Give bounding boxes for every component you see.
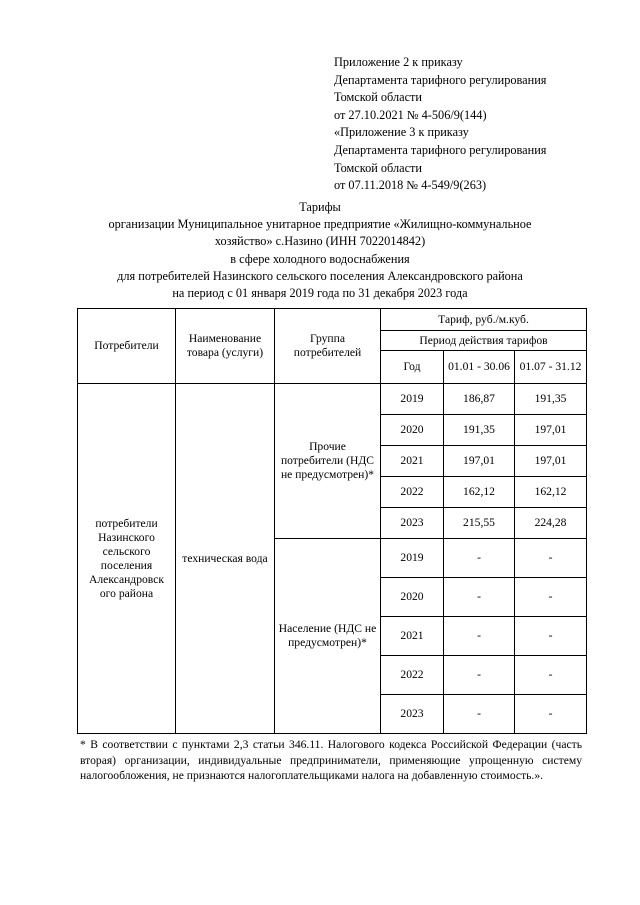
year-cell: 2023: [381, 508, 444, 539]
appendix-header: [334, 54, 624, 195]
tariff-value-cell: -: [515, 617, 587, 656]
tariff-value-cell: 186,87: [444, 384, 515, 415]
tariff-value-cell: -: [515, 656, 587, 695]
table-row: [78, 384, 587, 415]
header-half2: 01.07 - 31.12: [515, 351, 587, 384]
tariff-value-cell: -: [515, 695, 587, 734]
header-period: Период действия тарифов: [381, 331, 587, 351]
header-line: Департамента тарифного регулирования: [334, 72, 547, 87]
tariff-value-cell: 197,01: [444, 446, 515, 477]
title-line: в сфере холодного водоснабжения: [230, 251, 410, 266]
year-cell: 2019: [381, 384, 444, 415]
tariff-value-cell: 224,28: [515, 508, 587, 539]
tariff-value-cell: 191,35: [444, 415, 515, 446]
header-line: от 07.11.2018 № 4-549/9(263): [334, 178, 487, 193]
group-cell: Прочие потребители (НДС не предусмотрен)*: [275, 384, 381, 539]
year-cell: 2020: [381, 578, 444, 617]
title-line: хозяйство» с.Назино (ИНН 7022014842): [214, 234, 426, 249]
group-cell: Население (НДС не предусмотрен)*: [275, 539, 381, 734]
year-cell: 2021: [381, 617, 444, 656]
tariff-value-cell: 197,01: [515, 415, 587, 446]
header-product: Наименование товара (услуги): [176, 309, 275, 384]
tariff-value-cell: -: [444, 656, 515, 695]
header-line: Томской области: [334, 160, 422, 175]
header-line: от 27.10.2021 № 4-506/9(144): [334, 107, 487, 122]
header-line: Томской области: [334, 90, 422, 105]
title-line: организации Муниципальное унитарное предприятие «Жилищно-коммунальное: [108, 217, 532, 232]
year-cell: 2019: [381, 539, 444, 578]
header-half1: 01.01 - 30.06: [444, 351, 515, 384]
tariff-value-cell: 162,12: [444, 477, 515, 508]
product-cell: техническая вода: [176, 384, 275, 734]
year-cell: 2020: [381, 415, 444, 446]
tariff-value-cell: -: [444, 695, 515, 734]
header-line: «Приложение 3 к приказу: [334, 125, 469, 140]
tariff-value-cell: -: [515, 539, 587, 578]
header-group: Группа потребителей: [275, 309, 381, 384]
year-cell: 2021: [381, 446, 444, 477]
year-cell: 2022: [381, 656, 444, 695]
year-cell: 2022: [381, 477, 444, 508]
tariff-value-cell: -: [515, 578, 587, 617]
tariff-value-cell: 162,12: [515, 477, 587, 508]
title-line: на период с 01 января 2019 года по 31 декабря 2023 года: [172, 286, 468, 301]
title-heading: Тарифы: [299, 200, 341, 214]
footnote: * В соответствии с пунктами 2,3 статьи 346.11. Налогового кодекса Российской Федерации (часть вторая) организации, индивидуальные предприниматели, применяющие упрощенную систему налогообложения, не признаются налогоплательщиками налога на добавленную стоимость.».: [80, 738, 582, 783]
document-title: [60, 199, 580, 302]
year-cell: 2023: [381, 695, 444, 734]
tariff-value-cell: -: [444, 617, 515, 656]
tariff-table: [77, 308, 587, 734]
header-year: Год: [381, 351, 444, 384]
consumer-cell: потребители Назинского сельского поселения Александровск ого района: [78, 384, 176, 734]
tariff-value-cell: 191,35: [515, 384, 587, 415]
header-line: Департамента тарифного регулирования: [334, 142, 547, 157]
header-line: Приложение 2 к приказу: [334, 55, 463, 69]
tariff-value-cell: 197,01: [515, 446, 587, 477]
title-line: для потребителей Назинского сельского поселения Александровского района: [117, 268, 523, 283]
tariff-value-cell: 215,55: [444, 508, 515, 539]
header-consumers: Потребители: [78, 309, 176, 384]
tariff-value-cell: -: [444, 539, 515, 578]
tariff-value-cell: -: [444, 578, 515, 617]
header-tariff: Тариф, руб./м.куб.: [381, 309, 587, 331]
